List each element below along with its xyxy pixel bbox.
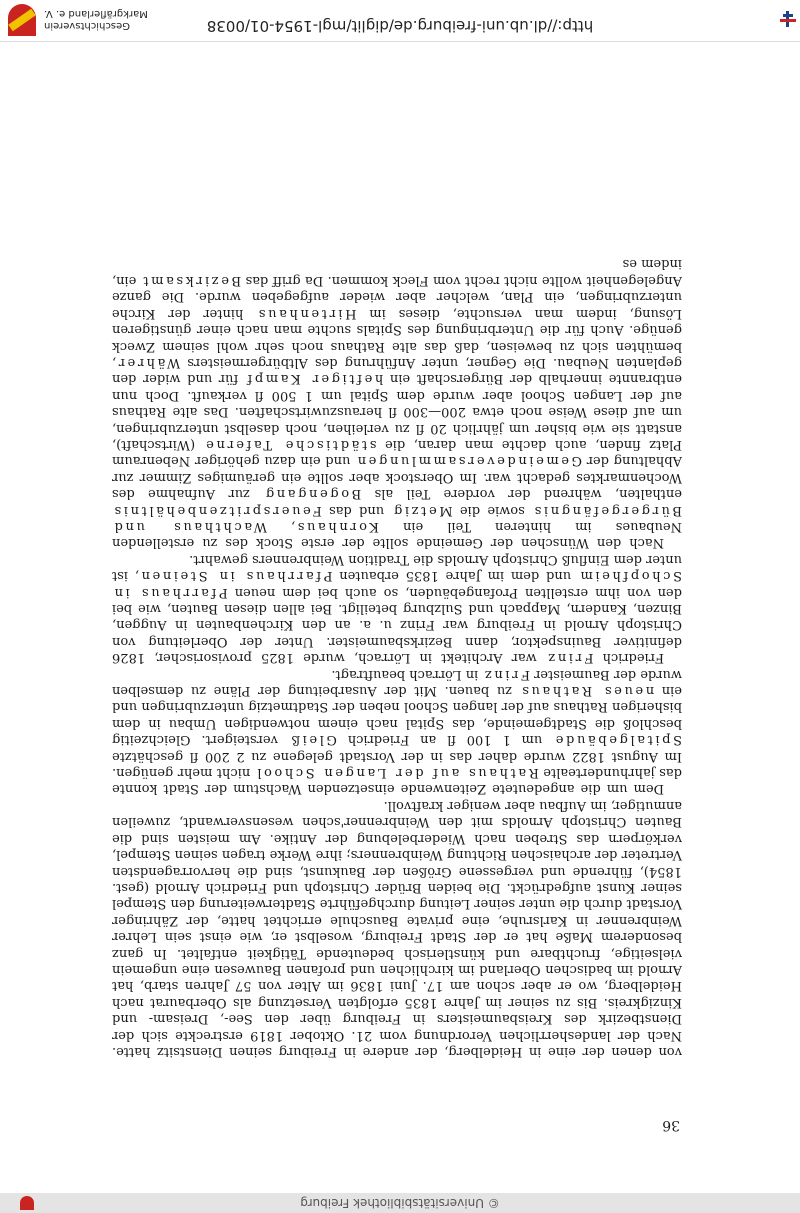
viewer-footer-bar	[0, 0, 800, 42]
paragraph	[112, 797, 682, 1060]
spaced-emphasis: Gemeindeversammlungen	[355, 453, 583, 469]
coat-of-arms-icon	[14, 1196, 34, 1210]
spaced-emphasis: Wachthaus und Bürgergefängnis	[112, 502, 682, 534]
paragraph	[112, 665, 682, 796]
text-run: von denen der eine in Heidelberg, der andere in Freiburg seinen Dienstsitz hatte. Nach der landesherrlichen Verordnung vom 21. Oktober 1819 erstreckte sich der Dienstbezirk des Kreisbaumeisters in Freiburg über den See-, Dreisam- und Kinzigkreis. Bis zu seiner im Jahre 1835 erfolgten Versetzung als Oberbaurat nach Heidelberg, wo er aber schon am 17. Juni 1836 im Alter von 57 Jahren starb, hat Arnold im badischen Oberland im kirchlichen und profanen Bauwesen eine ungemein vielseitige, fruchtbare und künstlerisch bedeutende Tätigkeit entfaltet. In ganz besonderem Maße hat er der Stadt Freiburg, woselbst er, wie einst sein Lehrer Weinbrenner in Karlsruhe, eine private Bauschule errichtet hatte, der Zähringer Vorstadt durch die unter seiner Leitung durchgeführte Stadterweiterung den Stempel seiner Kunst aufgedrückt. Die beiden Brüder Christoph und Friedrich Arnold (gest. 1854), führende und vergessene Größen der Baukunst, sind die hervorragendsten Vertreter der archaischen Richtung Weinbrenners; ihre Werke tragen seinen Stempel, verkörpern das Streben nach Wiederbelebung der Antike. Am meisten sind die Bauten Christoph Arnolds mit den Weinbrenner'schen wesensverwandt, zuweilen anmutiger, im Aufbau aber weniger kraftvoll.	[112, 797, 682, 1059]
text-run: zu bauen. Mit der Ausarbeitung der Pläne zu demselben wurde der Baumeister	[111, 666, 682, 699]
association-name	[44, 7, 148, 31]
spaced-emphasis: Pfarrhaus in Steinen	[138, 568, 333, 584]
spaced-emphasis: Kornhaus	[295, 519, 379, 534]
text-run: enthalten, während der vordere Teil als	[361, 486, 682, 502]
spaced-emphasis: heftiger Kampf	[244, 371, 384, 387]
text-run: Friedrich	[593, 650, 664, 666]
spaced-emphasis: Bezirksamt	[140, 272, 242, 288]
page-body-text	[112, 255, 682, 1059]
spaced-emphasis: Hirtenhaus	[256, 305, 357, 321]
coat-of-arms-icon	[8, 4, 36, 36]
text-run: und das	[321, 502, 392, 518]
spaced-emphasis: Frinz	[545, 650, 594, 666]
spaced-emphasis: Metzig	[391, 502, 453, 518]
text-run: sowie die	[452, 502, 533, 518]
text-run: Dem um die angedeutete Zeitenwende einsetzenden Wachstum der Stadt konnte das jahrhundertealte	[112, 765, 682, 797]
spaced-emphasis: Pfarrhaus in Schopfheim	[112, 568, 682, 600]
association-line-2: Markgräflerland e. V.	[44, 8, 148, 19]
spaced-emphasis: Bogengang	[263, 486, 362, 502]
text-run: ein, indem es	[112, 256, 682, 288]
page-number: 36	[662, 1117, 680, 1133]
association-line-1: Geschichtsverein	[44, 20, 130, 31]
text-run: zur Aufnahme des Wochenmarktes gedacht war. Im Oberstock aber sollte ein geräumiges Zimmer zur Abhaltung der	[112, 453, 682, 502]
text-run: , ist unter dem Einfluß Christoph Arnolds die Tradition Weinbrenners gewahrt.	[111, 551, 682, 584]
viewer-header-bar	[0, 1193, 800, 1213]
text-run: für und wider den geplanten Neubau. Die Gegner, unter Anführung des Altbürgermeisters	[112, 354, 682, 387]
spaced-emphasis: Rathaus auf der Langen School	[254, 765, 539, 781]
copyright-notice: © Universitätsbibliothek Freiburg	[300, 1196, 500, 1210]
text-run: , bemühten sich zu beweisen, daß das alte Rathaus noch sehr wohl seinem Zweck genüge. Auch für die Unterbringung des Spitals suchte man nach einer günstigeren Lösung, indem man versuchte, dieses im	[112, 305, 682, 370]
spaced-emphasis: Spitalgebäude	[553, 732, 682, 748]
paragraph	[112, 550, 682, 665]
text-run: Nach den Wünschen der Gemeinde sollte der erste Stock des zu erstellenden Neubaues im hinteren Teil ein	[112, 519, 682, 551]
spaced-emphasis: Währer	[116, 354, 181, 370]
spaced-emphasis: städtische Taferne	[203, 436, 377, 452]
spaced-emphasis: neues Rathaus	[519, 683, 655, 699]
spaced-emphasis: Gleiß	[288, 732, 337, 748]
text-run: und ein dazu gehöriger Nebenraum Platz finden, auch dachte man daran, die	[112, 436, 682, 469]
text-run: nicht mehr genügen. Im August 1822 wurde daher das in der Vorstadt gelegene zu 2 200 fl geschätzte	[112, 748, 682, 781]
text-run: versteigert. Gleichzeitig beschloß die Stadtgemeinde, das Spital nach einem notwendigen Umbau in dem bisherigen Rathaus auf der langen School neben der Stadtmetzig unterzubringen und ein	[112, 683, 682, 748]
text-run: ,	[266, 519, 296, 534]
text-run: um 1 100 fl an Friedrich	[336, 732, 554, 748]
spaced-emphasis: Frinz	[482, 666, 530, 682]
text-run: und dem im Jahre 1835 erbauten	[332, 568, 578, 584]
text-run: (Wirtschaft), anstatt sie wie bisher um jährlich 20 fl zu verleihen, noch daselbst unterzubringen, um auf diese Weise noch etwa 200—300 fl herauszuwirtschaften. Das alte Rathaus auf der Langen School aber wurde dem Spital um 1 500 fl verkauft. Doch nun entbrannte innerhalb der Bürgerschaft ein	[111, 371, 682, 452]
spaced-emphasis: Feuerspritzenbehältnis	[112, 502, 322, 518]
text-run: hinter der Kirche unterzubringen, ein Plan, welcher aber wieder aufgegeben wurde. Die ganze Angelegenheit wollte nicht recht vom Fleck kommen. Da griff das	[111, 272, 682, 321]
text-run: in Lörrach beauftragt.	[331, 666, 483, 682]
paragraph	[112, 255, 682, 550]
text-run: war Architekt in Lörrach, wurde 1825 provisorischer, 1826 definitiver Bauinspektor, dann Bezirksbaumeister. Unter der Oberleitung von Christoph Arnold in Freiburg war Frinz u. a. an den Kirchenbauten in Auggen, Binzen, Kandern, Mappach und Sulzburg beteiligt. Bei allen diesen Bauten, wie bei den von ihm erstellten Profangebäuden, so auch bei dem neuen	[112, 584, 682, 666]
permalink-url[interactable]: http://dl.ub.uni-freiburg.de/diglit/mgl-1954-01/0038	[206, 17, 594, 35]
